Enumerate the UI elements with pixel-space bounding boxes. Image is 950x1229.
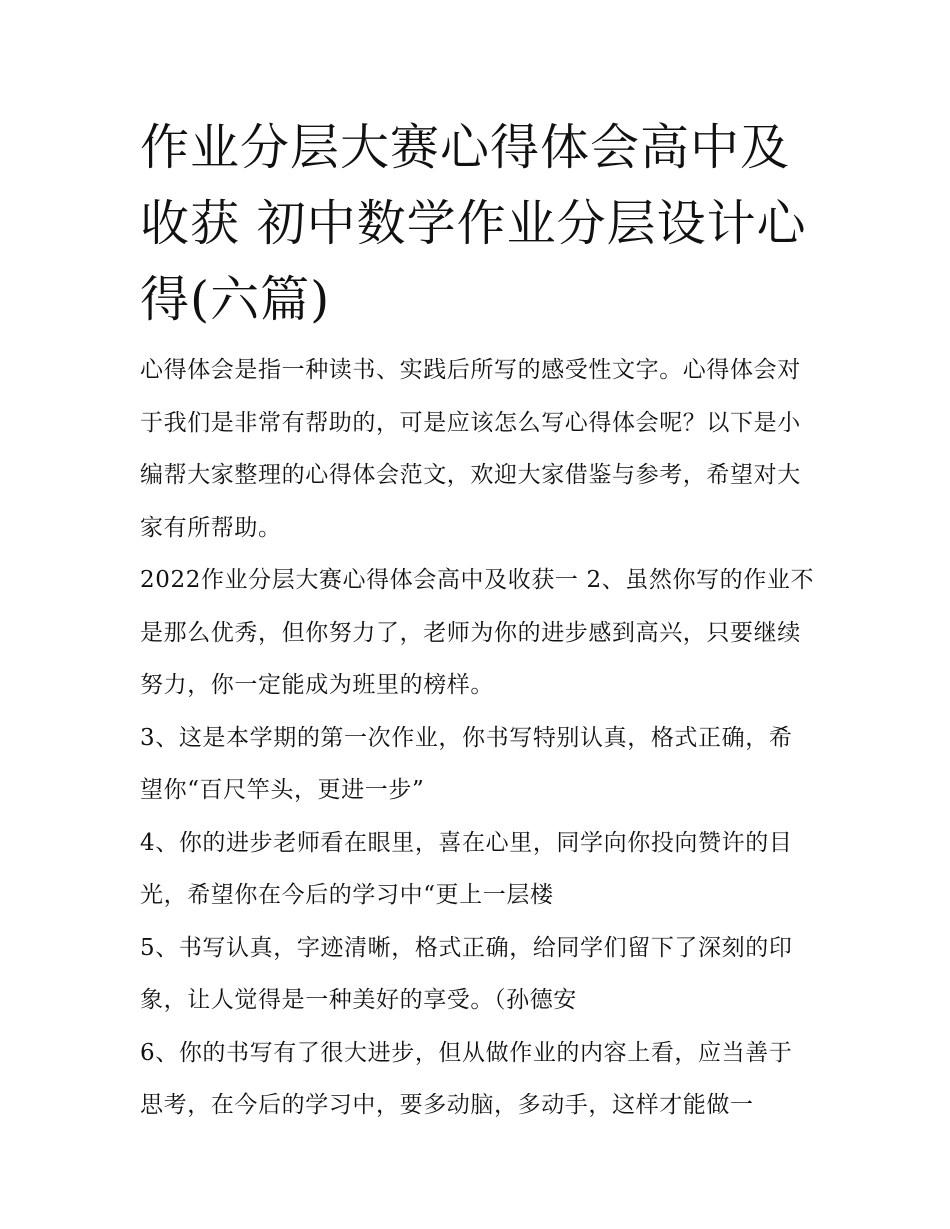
document-title: 作业分层大赛心得体会高中及收获 初中数学作业分层设计心得(六篇) <box>140 119 807 328</box>
comment-paragraph-5: 5、书写认真，字迹清晰，格式正确，给同学们留下了深刻的印象，让人觉得是一种美好的享受。（孙德安 <box>140 934 793 1013</box>
document-content <box>140 110 816 1132</box>
comment-paragraph-3: 3、这是本学期的第一次作业，你书写特别认真，格式正确，希望你“百尺竿头，更进一步” <box>140 724 793 803</box>
intro-paragraph: 心得体会是指一种读书、实践后所写的感受性文字。心得体会对于我们是非常有帮助的，可是应该怎么写心得体会呢？以下是小编帮大家整理的心得体会范文，欢迎大家借鉴与参考，希望对大家有所帮助。 <box>140 357 801 541</box>
comment-paragraph-4: 4、你的进步老师看在眼里，喜在心里，同学向你投向赞许的目光，希望你在今后的学习中“更上一层楼 <box>140 829 793 908</box>
comment-paragraph-2: 2022作业分层大赛心得体会高中及收获一 2、虽然你写的作业不是那么优秀，但你努力了，老师为你的进步感到高兴，只要继续努力，你一定能成为班里的榜样。 <box>140 567 815 698</box>
comment-paragraph-6: 6、你的书写有了很大进步，但从做作业的内容上看，应当善于思考，在今后的学习中，要多动脑，多动手，这样才能做一 <box>140 1039 793 1118</box>
